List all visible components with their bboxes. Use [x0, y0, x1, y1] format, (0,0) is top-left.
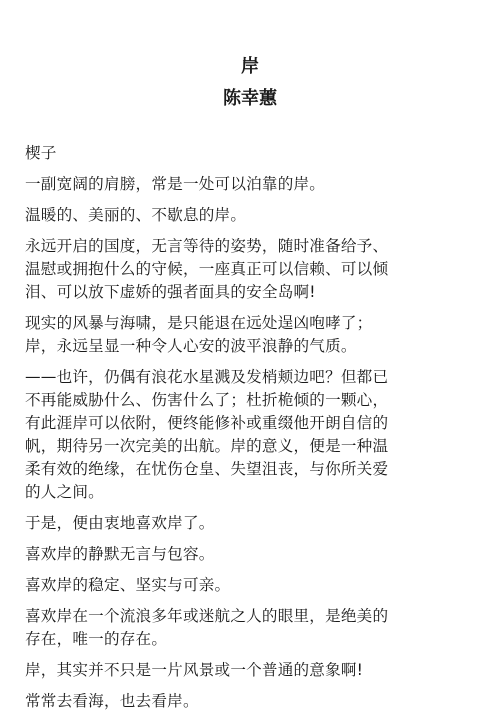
paragraph-line: 的人之间。 [25, 483, 104, 501]
paragraph-line: 不再能威胁什么、伤害什么了；杜折桅倾的一颗心， [25, 391, 389, 409]
paragraph-line: 喜欢岸的稳定、坚实与可亲。 [25, 576, 231, 594]
paragraph [25, 235, 477, 304]
paragraph-line: 喜欢岸在一个流浪多年或迷航之人的眼里，是绝美的 [25, 607, 389, 625]
paragraph [25, 512, 477, 535]
paragraph [25, 366, 477, 504]
paragraph [25, 690, 477, 713]
paragraph [25, 543, 477, 566]
paragraph [25, 574, 477, 597]
paragraph-line: 于是，便由衷地喜欢岸了。 [25, 514, 215, 532]
paragraph [25, 173, 477, 196]
document-author: 陈幸蕙 [223, 88, 277, 109]
paragraph [25, 204, 477, 227]
paragraph-line: ——也许，仍偶有浪花水星溅及发梢颊边吧？但都已 [25, 368, 389, 386]
paragraph-line: 帆，期待另一次完美的出航。岸的意义，便是一种温 [25, 437, 389, 455]
paragraph-line: 喜欢岸的静默无言与包容。 [25, 545, 215, 563]
paragraph-line: 温慰或拥抱什么的守候，一座真正可以信赖、可以倾 [25, 260, 389, 278]
paragraph-line: 泪、可以放下虚娇的强者面具的安全岛啊! [25, 283, 316, 301]
paragraph [25, 659, 477, 682]
paragraph-line: 一副宽阔的肩膀，常是一处可以泊靠的岸。 [25, 175, 326, 193]
paragraph [25, 312, 477, 358]
paragraph-line: 有此涯岸可以依附，便终能修补或重缀他开朗自信的 [25, 414, 389, 432]
paragraph-line: 柔有效的绝缘，在忧伤仓皇、失望沮丧，与你所关爱 [25, 460, 389, 478]
paragraph-line: 岸，其实并不只是一片风景或一个普通的意象啊! [25, 661, 364, 679]
paragraph-line: 岸，永远呈显一种令人心安的波平浪静的气质。 [25, 337, 357, 355]
paragraph-line: 现实的风暴与海啸，是只能退在远处逞凶咆哮了； [25, 314, 373, 332]
document-title: 岸 [241, 56, 259, 77]
paragraph-line: 楔子 [25, 144, 57, 162]
paragraph [25, 605, 477, 651]
paragraph-line: 温暖的、美丽的、不歇息的岸。 [25, 206, 247, 224]
document-body [25, 142, 477, 721]
paragraph-line: 永远开启的国度，无言等待的姿势，随时准备给予、 [25, 237, 389, 255]
paragraph-line: 存在，唯一的存在。 [25, 630, 168, 648]
paragraph-line: 常常去看海，也去看岸。 [25, 692, 199, 710]
paragraph [25, 142, 477, 165]
